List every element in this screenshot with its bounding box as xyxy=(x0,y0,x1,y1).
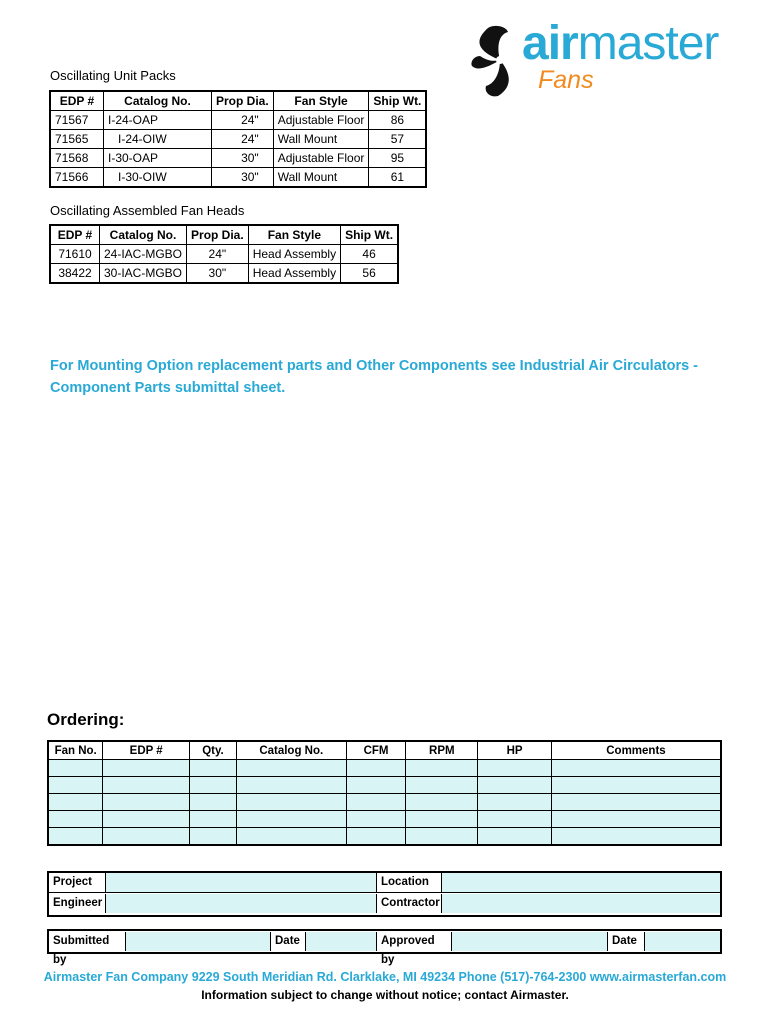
cell: Adjustable Floor xyxy=(273,111,369,130)
order-cell[interactable] xyxy=(236,777,346,794)
order-cell[interactable] xyxy=(406,828,478,846)
order-cell[interactable] xyxy=(406,794,478,811)
order-cell[interactable] xyxy=(346,811,406,828)
approval-box xyxy=(47,929,722,966)
order-cell[interactable] xyxy=(236,760,346,777)
table-row xyxy=(50,149,426,168)
cell: 95 xyxy=(369,149,427,168)
order-entry-row xyxy=(48,760,721,777)
order-cell[interactable] xyxy=(406,760,478,777)
cell: Head Assembly xyxy=(248,264,340,284)
order-cell[interactable] xyxy=(48,828,103,846)
date-field-1[interactable] xyxy=(305,932,377,951)
order-cell[interactable] xyxy=(406,777,478,794)
order-entry-row xyxy=(48,811,721,828)
cell: I-30-OIW xyxy=(104,168,212,188)
contractor-label: Contractor xyxy=(381,897,440,909)
col-edp: EDP # xyxy=(50,225,100,245)
cell: Wall Mount xyxy=(273,130,369,149)
col-prop-dia: Prop Dia. xyxy=(187,225,249,245)
cell: Adjustable Floor xyxy=(273,149,369,168)
project-row xyxy=(49,873,720,893)
order-cell[interactable] xyxy=(551,777,721,794)
project-info-box xyxy=(47,871,722,917)
order-cell[interactable] xyxy=(478,794,552,811)
order-cell[interactable] xyxy=(551,811,721,828)
cell: I-24-OAP xyxy=(104,111,212,130)
cell: 57 xyxy=(369,130,427,149)
cell: 24" xyxy=(212,111,274,130)
table-row xyxy=(50,264,398,284)
cell: 24" xyxy=(212,130,274,149)
cell: Head Assembly xyxy=(248,245,340,264)
date-label-1: Date xyxy=(275,935,300,947)
location-field[interactable] xyxy=(441,873,720,892)
col-ship-wt: Ship Wt. xyxy=(369,91,427,111)
order-cell[interactable] xyxy=(190,794,237,811)
cell: 86 xyxy=(369,111,427,130)
cell: 71566 xyxy=(50,168,104,188)
cell: 71568 xyxy=(50,149,104,168)
col-fan-style: Fan Style xyxy=(273,91,369,111)
cell: 24-IAC-MGBO xyxy=(100,245,187,264)
order-cell[interactable] xyxy=(478,811,552,828)
date-field-2[interactable] xyxy=(644,932,720,951)
cell: 61 xyxy=(369,168,427,188)
cell: 71567 xyxy=(50,111,104,130)
engineer-label: Engineer xyxy=(53,897,103,909)
contractor-field[interactable] xyxy=(441,894,720,913)
col-cfm: CFM xyxy=(346,741,406,760)
order-cell[interactable] xyxy=(190,760,237,777)
order-cell[interactable] xyxy=(48,811,103,828)
cell: 46 xyxy=(341,245,399,264)
unit-packs-table xyxy=(49,90,427,188)
table-header-row xyxy=(50,91,426,111)
col-ship-wt: Ship Wt. xyxy=(341,225,399,245)
table-header-row xyxy=(50,225,398,245)
cell: Wall Mount xyxy=(273,168,369,188)
cell: 38422 xyxy=(50,264,100,284)
location-label: Location xyxy=(381,876,429,888)
col-edp: EDP # xyxy=(103,741,190,760)
order-cell[interactable] xyxy=(103,811,190,828)
order-cell[interactable] xyxy=(103,828,190,846)
cell: 30" xyxy=(187,264,249,284)
order-cell[interactable] xyxy=(551,828,721,846)
fan-heads-table xyxy=(49,224,399,284)
approved-by-field[interactable] xyxy=(451,932,608,951)
order-cell[interactable] xyxy=(190,777,237,794)
engineer-field[interactable] xyxy=(105,894,377,913)
component-parts-note: For Mounting Option replacement parts and Other Components see Industrial Air Circulators - Component Parts submittal sheet. xyxy=(50,358,699,396)
cell: 71565 xyxy=(50,130,104,149)
order-cell[interactable] xyxy=(346,828,406,846)
order-cell[interactable] xyxy=(346,777,406,794)
submitted-by-label: Submitted by xyxy=(53,935,110,966)
order-cell[interactable] xyxy=(190,811,237,828)
col-prop-dia: Prop Dia. xyxy=(212,91,274,111)
unit-packs-title: Oscillating Unit Packs xyxy=(50,68,176,83)
col-comments: Comments xyxy=(551,741,721,760)
order-cell[interactable] xyxy=(478,828,552,846)
ordering-table xyxy=(47,740,722,846)
project-label: Project xyxy=(53,876,92,888)
order-cell[interactable] xyxy=(48,760,103,777)
order-cell[interactable] xyxy=(236,811,346,828)
col-rpm: RPM xyxy=(406,741,478,760)
table-row xyxy=(50,130,426,149)
order-cell[interactable] xyxy=(346,760,406,777)
col-fan-style: Fan Style xyxy=(248,225,340,245)
order-cell[interactable] xyxy=(103,794,190,811)
fan-blade-icon xyxy=(470,22,530,100)
cell: I-30-OAP xyxy=(104,149,212,168)
disclaimer-footer: Information subject to change without notice; contact Airmaster. xyxy=(201,988,569,1002)
table-row xyxy=(50,111,426,130)
date-label-2: Date xyxy=(612,935,637,947)
order-cell[interactable] xyxy=(406,811,478,828)
order-cell[interactable] xyxy=(103,777,190,794)
project-field[interactable] xyxy=(105,873,377,892)
order-cell[interactable] xyxy=(48,794,103,811)
table-row xyxy=(50,168,426,188)
order-cell[interactable] xyxy=(103,760,190,777)
order-cell[interactable] xyxy=(190,828,237,846)
col-hp: HP xyxy=(478,741,552,760)
cell: 30" xyxy=(212,149,274,168)
airmaster-logo xyxy=(470,17,755,102)
approval-row xyxy=(49,932,720,966)
order-entry-row xyxy=(48,828,721,846)
order-entry-row xyxy=(48,794,721,811)
cell: 71610 xyxy=(50,245,100,264)
submitted-by-field[interactable] xyxy=(125,932,271,951)
order-cell[interactable] xyxy=(346,794,406,811)
order-cell[interactable] xyxy=(236,794,346,811)
order-cell[interactable] xyxy=(48,777,103,794)
col-catalog: Catalog No. xyxy=(100,225,187,245)
order-entry-row xyxy=(48,777,721,794)
order-cell[interactable] xyxy=(236,828,346,846)
col-qty: Qty. xyxy=(190,741,237,760)
table-header-row xyxy=(48,741,721,760)
logo-master-text: master xyxy=(577,17,719,70)
cell: 30-IAC-MGBO xyxy=(100,264,187,284)
col-edp: EDP # xyxy=(50,91,104,111)
logo-fans-text: Fans xyxy=(538,66,594,94)
cell: 56 xyxy=(341,264,399,284)
company-address-footer: Airmaster Fan Company 9229 South Meridian Rd. Clarklake, MI 49234 Phone (517)-764-2300 www.airmasterfan.com xyxy=(43,970,727,984)
col-catalog: Catalog No. xyxy=(236,741,346,760)
cell: 24" xyxy=(187,245,249,264)
col-catalog: Catalog No. xyxy=(104,91,212,111)
ordering-title: Ordering: xyxy=(47,710,125,729)
table-row xyxy=(50,245,398,264)
col-fan-no: Fan No. xyxy=(48,741,103,760)
cell: I-24-OIW xyxy=(104,130,212,149)
engineer-row xyxy=(49,894,720,913)
cell: 30" xyxy=(212,168,274,188)
order-cell[interactable] xyxy=(478,777,552,794)
approved-by-label: Approved by xyxy=(381,935,435,966)
order-cell[interactable] xyxy=(551,794,721,811)
logo-air-text: air xyxy=(522,17,578,70)
order-cell[interactable] xyxy=(551,760,721,777)
order-cell[interactable] xyxy=(478,760,552,777)
fan-heads-title: Oscillating Assembled Fan Heads xyxy=(50,203,245,218)
